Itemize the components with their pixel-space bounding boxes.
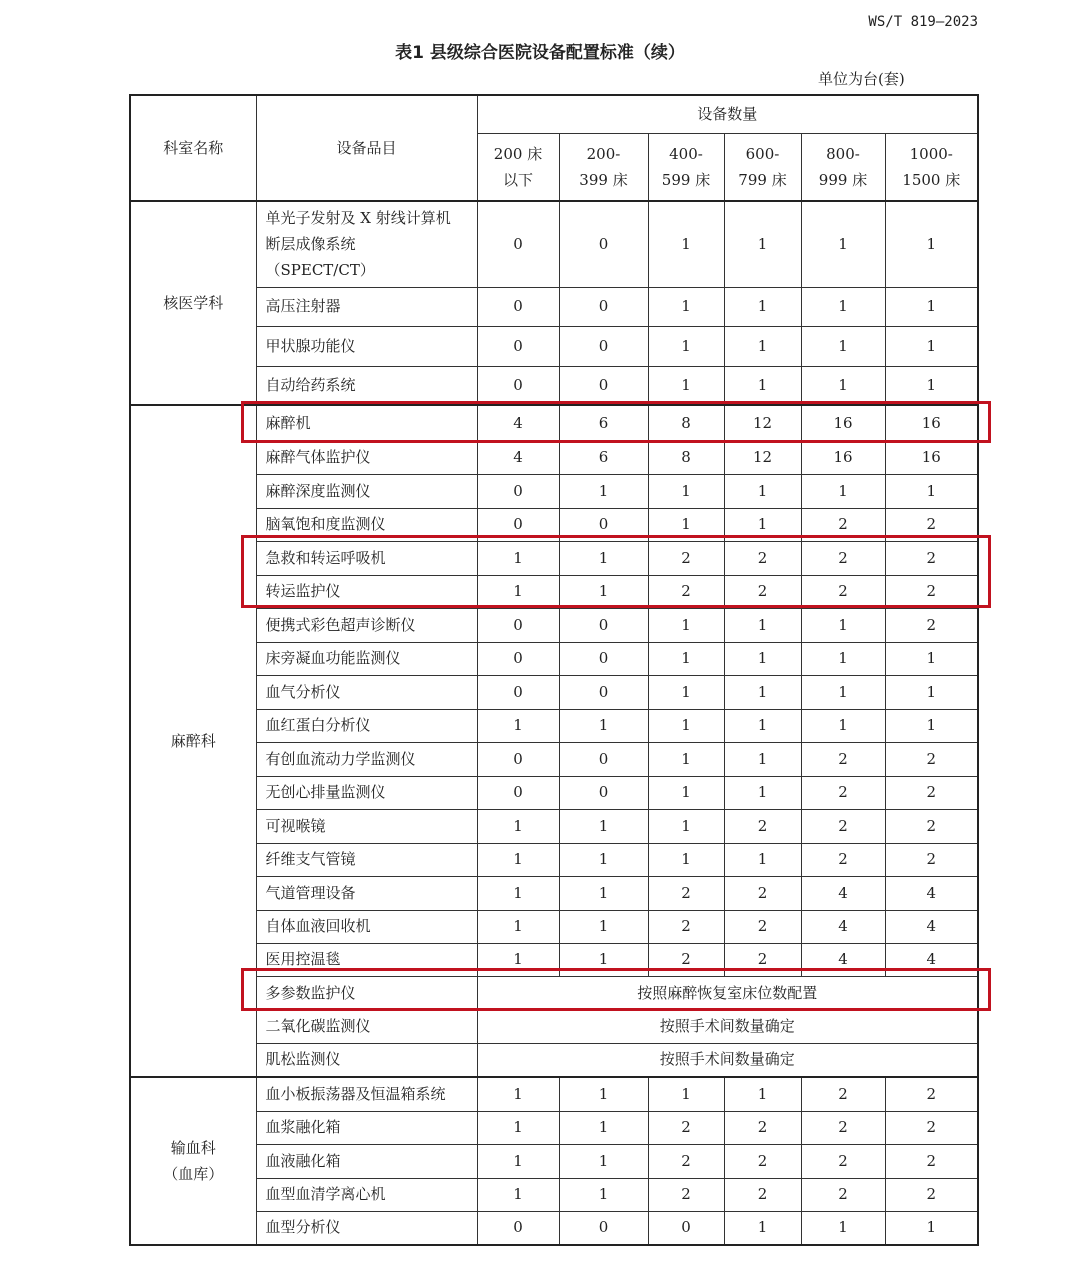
highlight-box-multiparameter-monitor [241,968,991,1011]
header-size-line: 800- [826,144,860,163]
value-cell: 1 [477,809,559,843]
item-cell: 无创心排量监测仪 [256,776,477,809]
value-cell: 12 [724,441,801,474]
item-cell: 急救和转运呼吸机 [256,541,477,575]
value-cell: 2 [801,809,885,843]
value-cell: 1 [724,608,801,642]
value-cell: 2 [801,575,885,608]
table-row [130,441,978,474]
table-row [130,675,978,709]
value-cell: 2 [801,742,885,776]
header-qty-group: 设备数量 [477,95,978,134]
value-cell: 1 [648,201,724,287]
value-cell: 1 [724,776,801,809]
dept-line: （血库） [163,1165,224,1183]
item-cell [256,201,477,287]
value-cell: 2 [885,1178,978,1211]
value-cell: 2 [648,910,724,943]
value-cell: 0 [559,608,648,642]
table-row [130,1010,978,1043]
dept-line: 输血科 [170,1138,216,1157]
value-cell: 1 [559,1077,648,1111]
header-size-line: 以下 [502,171,533,189]
item-cell: 可视喉镜 [256,809,477,843]
table-row [130,642,978,675]
item-cell: 纤维支气管镜 [256,843,477,876]
item-cell: 高压注射器 [256,287,477,326]
value-cell: 1 [477,843,559,876]
table-title: 表1 县级综合医院设备配置标准（续） [395,43,685,63]
value-cell: 0 [559,287,648,326]
value-cell: 2 [801,1111,885,1144]
value-cell: 0 [559,742,648,776]
value-cell: 8 [648,405,724,441]
value-cell: 1 [559,843,648,876]
merged-note-cell: 按照手术间数量确定 [477,1010,978,1043]
value-cell: 1 [885,642,978,675]
header-size-line: 200 床 [493,144,543,163]
table-row [130,843,978,876]
value-cell: 1 [801,1211,885,1245]
value-cell: 2 [648,575,724,608]
merged-note-cell: 按照手术间数量确定 [477,1043,978,1077]
value-cell: 1 [724,709,801,742]
value-cell: 6 [559,405,648,441]
value-cell: 2 [885,809,978,843]
value-cell: 1 [885,675,978,709]
value-cell: 1 [724,1077,801,1111]
header-size-line: 599 床 [661,171,711,189]
value-cell: 1 [801,709,885,742]
header-size-line: 200- [586,144,621,163]
item-cell: 自体血液回收机 [256,910,477,943]
item-cell: 床旁凝血功能监测仪 [256,642,477,675]
value-cell: 1 [801,608,885,642]
value-cell: 2 [648,1144,724,1178]
table-row [130,474,978,508]
item-cell: 自动给药系统 [256,366,477,405]
value-cell: 1 [477,876,559,910]
value-cell: 1 [648,675,724,709]
header-size-4 [724,134,801,202]
header-size-line: 799 床 [738,171,787,189]
value-cell: 2 [801,541,885,575]
value-cell: 0 [477,675,559,709]
table-row [130,1211,978,1245]
item-cell: 多参数监护仪 [256,976,477,1010]
value-cell: 16 [801,441,885,474]
value-cell: 2 [801,1178,885,1211]
header-size-line: 1500 床 [902,171,961,189]
value-cell: 0 [559,326,648,366]
item-cell: 血液融化箱 [256,1144,477,1178]
value-cell: 2 [801,843,885,876]
item-cell: 麻醉机 [256,405,477,441]
value-cell: 1 [477,1111,559,1144]
value-cell: 1 [648,809,724,843]
value-cell: 2 [724,910,801,943]
value-cell: 1 [559,876,648,910]
item-line: （SPECT/CT） [265,261,375,280]
value-cell: 1 [559,709,648,742]
value-cell: 0 [477,474,559,508]
value-cell: 2 [885,575,978,608]
value-cell: 1 [648,642,724,675]
item-cell: 麻醉气体监护仪 [256,441,477,474]
table-row [130,201,978,287]
value-cell: 1 [477,575,559,608]
header-size-line: 600- [745,144,780,163]
header-size-5 [801,134,885,202]
value-cell: 1 [724,1211,801,1245]
table-row [130,809,978,843]
header-item: 设备品目 [256,95,477,201]
table-row [130,1111,978,1144]
table-row [130,287,978,326]
value-cell: 2 [885,776,978,809]
value-cell: 2 [724,809,801,843]
value-cell: 2 [724,1178,801,1211]
value-cell: 2 [724,876,801,910]
value-cell: 1 [648,742,724,776]
value-cell: 2 [885,541,978,575]
header-size-6 [885,134,978,202]
item-cell: 血型血清学离心机 [256,1178,477,1211]
value-cell: 1 [724,366,801,405]
value-cell: 2 [724,1111,801,1144]
value-cell: 2 [885,1111,978,1144]
value-cell: 0 [559,508,648,541]
value-cell: 1 [801,642,885,675]
standard-code: WS/T 819—2023 [868,14,978,30]
item-cell: 麻醉深度监测仪 [256,474,477,508]
value-cell: 1 [648,287,724,326]
value-cell: 1 [801,474,885,508]
value-cell: 1 [648,843,724,876]
item-cell: 医用控温毯 [256,943,477,976]
value-cell: 8 [648,441,724,474]
value-cell: 1 [885,474,978,508]
value-cell: 1 [724,326,801,366]
item-cell: 转运监护仪 [256,575,477,608]
item-cell: 气道管理设备 [256,876,477,910]
value-cell: 2 [648,943,724,976]
value-cell: 0 [477,366,559,405]
table-row [130,776,978,809]
value-cell: 1 [648,474,724,508]
value-cell: 1 [559,1178,648,1211]
merged-note-cell: 按照麻醉恢复室床位数配置 [477,976,978,1010]
value-cell: 1 [477,1178,559,1211]
item-cell: 血小板振荡器及恒温箱系统 [256,1077,477,1111]
value-cell: 1 [801,326,885,366]
value-cell: 2 [724,575,801,608]
value-cell: 6 [559,441,648,474]
value-cell: 2 [885,1144,978,1178]
value-cell: 2 [648,1178,724,1211]
value-cell: 4 [801,910,885,943]
item-cell: 甲状腺功能仪 [256,326,477,366]
value-cell: 1 [724,201,801,287]
item-cell: 血型分析仪 [256,1211,477,1245]
value-cell: 4 [801,876,885,910]
header-size-line: 399 床 [579,171,628,189]
value-cell: 2 [801,1077,885,1111]
value-cell: 1 [648,326,724,366]
value-cell: 1 [559,910,648,943]
value-cell: 0 [559,776,648,809]
value-cell: 2 [885,508,978,541]
header-size-2 [559,134,648,202]
table-row [130,326,978,366]
table-row [130,1144,978,1178]
table-row [130,910,978,943]
value-cell: 1 [648,366,724,405]
value-cell: 0 [477,287,559,326]
header-size-line: 999 床 [818,171,868,189]
value-cell: 1 [885,201,978,287]
value-cell: 0 [648,1211,724,1245]
value-cell: 1 [559,575,648,608]
item-cell: 有创血流动力学监测仪 [256,742,477,776]
value-cell: 1 [801,287,885,326]
value-cell: 16 [801,405,885,441]
value-cell: 2 [801,776,885,809]
highlight-box-ventilator-transport-monitor [241,535,991,608]
value-cell: 1 [801,201,885,287]
table-row [130,876,978,910]
value-cell: 2 [885,608,978,642]
value-cell: 1 [559,474,648,508]
header-dept: 科室名称 [130,95,256,201]
header-size-line: 1000- [909,144,953,163]
table-row [130,709,978,742]
value-cell: 1 [885,366,978,405]
value-cell: 0 [559,201,648,287]
value-cell: 1 [559,1144,648,1178]
header-size-line: 400- [669,144,703,163]
table-row [130,1178,978,1211]
dept-cell: 麻醉科 [130,405,256,1077]
value-cell: 1 [648,508,724,541]
value-cell: 2 [648,1111,724,1144]
value-cell: 2 [724,541,801,575]
value-cell: 1 [724,675,801,709]
value-cell: 1 [801,366,885,405]
item-cell: 肌松监测仪 [256,1043,477,1077]
table-row [130,608,978,642]
value-cell: 1 [559,1111,648,1144]
value-cell: 0 [477,776,559,809]
item-line: 断层成像系统 [265,235,356,254]
value-cell: 4 [885,910,978,943]
value-cell: 1 [724,642,801,675]
value-cell: 2 [648,541,724,575]
value-cell: 1 [477,1144,559,1178]
value-cell: 1 [477,1077,559,1111]
value-cell: 1 [648,709,724,742]
item-cell: 脑氧饱和度监测仪 [256,508,477,541]
header-size-3 [648,134,724,202]
value-cell: 2 [885,742,978,776]
value-cell: 2 [724,1144,801,1178]
value-cell: 1 [885,709,978,742]
table-row [130,742,978,776]
item-line: 单光子发射及 X 射线计算机 [265,208,451,227]
value-cell: 0 [477,201,559,287]
value-cell: 2 [801,1144,885,1178]
value-cell: 1 [477,910,559,943]
value-cell: 2 [801,508,885,541]
value-cell: 1 [724,508,801,541]
item-cell: 二氧化碳监测仪 [256,1010,477,1043]
value-cell: 2 [885,843,978,876]
value-cell: 0 [477,508,559,541]
value-cell: 1 [648,608,724,642]
table-row [130,366,978,405]
value-cell: 16 [885,441,978,474]
value-cell: 4 [885,943,978,976]
value-cell: 0 [559,675,648,709]
value-cell: 1 [724,474,801,508]
value-cell: 1 [885,1211,978,1245]
item-cell: 血浆融化箱 [256,1111,477,1144]
value-cell: 4 [885,876,978,910]
value-cell: 1 [477,943,559,976]
value-cell: 1 [724,742,801,776]
value-cell: 1 [801,675,885,709]
value-cell: 1 [885,287,978,326]
value-cell: 12 [724,405,801,441]
value-cell: 0 [559,366,648,405]
value-cell: 0 [477,642,559,675]
dept-cell [130,1077,256,1245]
value-cell: 0 [477,1211,559,1245]
value-cell: 2 [885,1077,978,1111]
unit-note: 单位为台(套) [818,70,905,88]
value-cell: 0 [477,742,559,776]
value-cell: 1 [885,326,978,366]
item-cell: 血红蛋白分析仪 [256,709,477,742]
value-cell: 0 [477,326,559,366]
header-size-1 [477,134,559,202]
value-cell: 2 [648,876,724,910]
value-cell: 2 [724,943,801,976]
value-cell: 1 [724,287,801,326]
dept-cell: 核医学科 [130,201,256,405]
value-cell: 0 [559,642,648,675]
value-cell: 0 [477,608,559,642]
table-row [130,1077,978,1111]
item-cell: 便携式彩色超声诊断仪 [256,608,477,642]
table-row [130,1043,978,1077]
value-cell: 4 [477,405,559,441]
value-cell: 1 [559,809,648,843]
value-cell: 4 [477,441,559,474]
value-cell: 1 [477,541,559,575]
highlight-box-anesthesia-machine [241,401,991,443]
item-cell: 血气分析仪 [256,675,477,709]
value-cell: 1 [648,776,724,809]
value-cell: 1 [559,541,648,575]
equipment-standard-table [129,94,979,1246]
value-cell: 1 [477,709,559,742]
value-cell: 4 [801,943,885,976]
value-cell: 1 [724,843,801,876]
value-cell: 1 [559,943,648,976]
value-cell: 16 [885,405,978,441]
value-cell: 1 [648,1077,724,1111]
value-cell: 0 [559,1211,648,1245]
